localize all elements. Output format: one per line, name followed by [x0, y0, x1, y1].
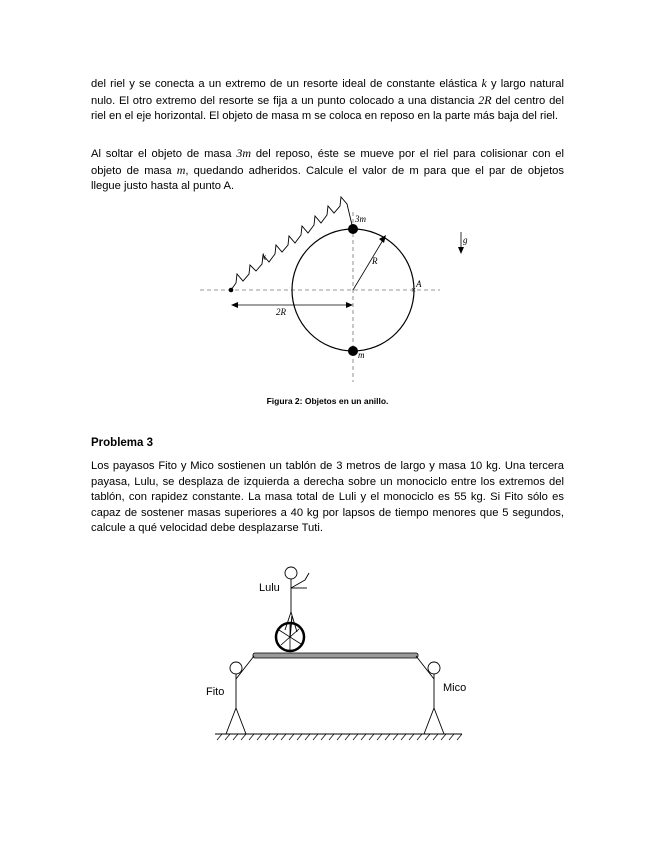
label-2r: 2R — [276, 307, 286, 317]
label-r: R — [372, 256, 378, 266]
paragraph-text: , quedando adheridos. Calcule el valor de m para que el par de objetos llegue justo hasta al punto A. — [91, 164, 564, 193]
label-m: m — [358, 350, 365, 360]
figure-caption: Figura 2: Objetos en un anillo. — [266, 396, 389, 406]
math-3m: 3m — [236, 146, 251, 160]
point-a-mark: × — [411, 285, 417, 295]
clown-fito — [226, 656, 254, 734]
unicycle — [276, 616, 304, 651]
math-2r: 2R — [478, 92, 492, 107]
label-fito: Fito — [206, 686, 225, 698]
paragraph-text: Al soltar el objeto de masa — [91, 148, 237, 160]
paragraph-text: y largo natural nulo. El otro extremo del resorte se fija a un punto colocado a una distancia — [91, 78, 564, 107]
plank — [253, 653, 418, 658]
label-lulu: Lulu — [259, 582, 280, 594]
problem-text: Los payasos Fito y Mico sostienen un tablón de 3 metros de largo y masa 10 kg. Una tercera payasa, Lulu, se desplaza de izquierda a derecha sobre un monociclo entre los extremos del tablón, con rapidez constante. La masa total de Luli y el monociclo es 55 kg. Si Fito sólo es capaz de sostener masas superiores a 40 kg por lapsos de tiempo menores que 5 segundos, calcule a qué velocidad debe desplazarse Tuti. — [91, 460, 564, 535]
label-mico: Mico — [443, 682, 467, 694]
label-g: g — [463, 235, 468, 245]
label-3m: 3m — [355, 214, 366, 224]
paragraph-text: del reposo, éste se mueve por el riel para colisionar con el objeto de masa — [91, 148, 564, 177]
label-k: k — [262, 252, 266, 262]
math-m: m — [176, 162, 186, 177]
paragraph-text: del riel y se conecta a un extremo de un resorte ideal de constante elástica — [91, 78, 482, 90]
clown-mico — [416, 656, 444, 734]
ground — [215, 734, 462, 740]
math-k: k — [481, 76, 487, 90]
paragraph-text: del centro del riel en el eje horizontal. El objeto de masa m se coloca en reposo en la parte más baja del riel. — [91, 94, 565, 123]
label-a: A — [416, 279, 422, 289]
problem-heading: Problema 3 — [91, 437, 153, 449]
